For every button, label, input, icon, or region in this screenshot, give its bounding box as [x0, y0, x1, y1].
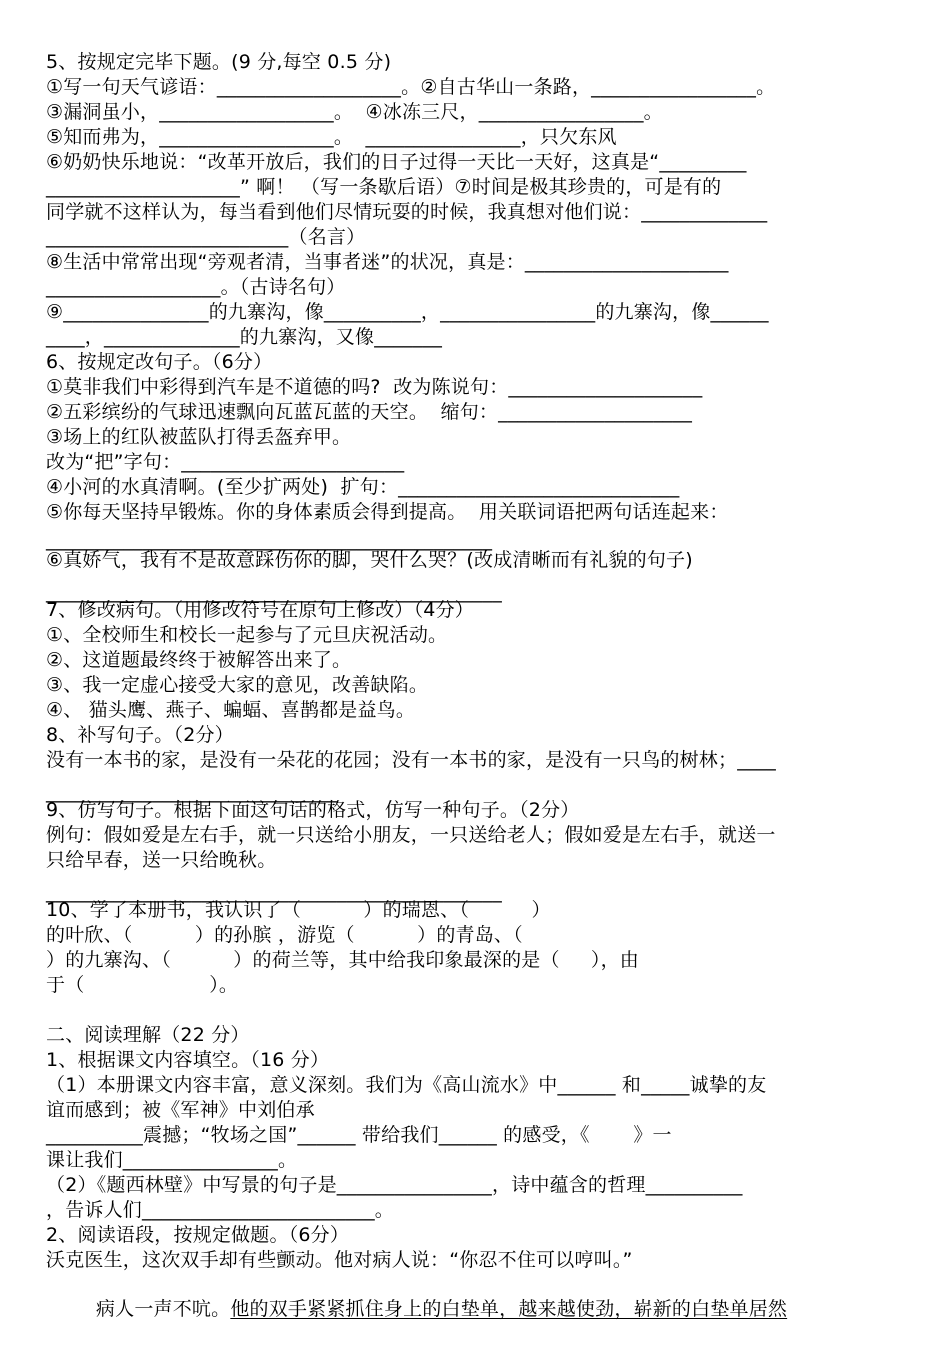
reading-passage-line [46, 1273, 788, 1320]
text-line: ⑧生活中常常出现“旁观者清，当事者迷”的状况，真是：_____________________ [46, 251, 729, 273]
text-line: ③漏洞虽小，__________________。 ④冰冻三尺，_________________。 [46, 101, 663, 123]
text-line: （2）《题西林壁》中写景的句子是________________，诗中蕴含的哲理__________ [46, 1174, 743, 1196]
text-line: ，告诉人们________________________。 [46, 1199, 395, 1221]
text-line: ⑥奶奶快乐地说：“改革开放后，我们的日子过得一天比一天好，这真是“_________ [46, 151, 747, 173]
text-line: ②、这道题最终终于被解答出来了。 [46, 649, 352, 671]
text-line: 例句：假如爱是左右手，就一只送给小朋友，一只送给老人；假如爱是左右手，就送一 [46, 824, 776, 846]
text-line: 2、阅读语段，按规定做题。（6分） [46, 1224, 350, 1246]
text-line: ____，______________的九寨沟，又像_______ [46, 326, 443, 348]
text-line: 7、修改病句。（用修改符号在原句上修改）（4分） [46, 599, 474, 621]
text-line: ④小河的水真清啊。(至少扩两处) 扩句：_____________________________ [46, 476, 680, 498]
text-line: 10、学了本册书，我认识了（ ）的瑞恩、（ ） [46, 899, 551, 921]
text-line: ①写一句天气谚语：___________________。②自古华山一条路，_________________。 [46, 76, 776, 98]
text-line: ⑤知而弗为，__________________。 ________________，只欠东风 [46, 126, 617, 148]
text-line: 课让我们________________。 [46, 1149, 298, 1171]
text-line: _______________________________________________ [46, 881, 502, 903]
text-line: __________震撼；“牧场之国”______ 带给我们______ 的感受，《 》一 [46, 1124, 672, 1146]
text-line: ⑨_______________的九寨沟，像__________，________________的九寨沟，像______ [46, 301, 769, 323]
text-line: 于（ ）。 [46, 974, 239, 996]
text-line: _________________________（名言） [46, 226, 366, 248]
text-line: ④、 猫头鹰、燕子、蝙蝠、喜鹊都是益鸟。 [46, 699, 416, 721]
text-line: 1、根据课文内容填空。（16 分） [46, 1049, 330, 1071]
text-line: 只给早春，送一只给晚秋。 [46, 849, 277, 871]
text-line: 谊而感到；被《军神》中刘伯承 [46, 1099, 315, 1121]
text-line: 6、按规定改句子。（6分） [46, 351, 273, 373]
text-line: ⑥真娇气，我有不是故意踩伤你的脚，哭什么哭？(改成清晰而有礼貌的句子) [46, 549, 693, 571]
text-line: ②五彩缤纷的气球迅速飘向瓦蓝瓦蓝的天空。 缩句：____________________ [46, 401, 693, 423]
text-line: 同学就不这样认为，每当看到他们尽情玩耍的时候，我真想对他们说：_____________ [46, 201, 768, 223]
text-line: ____________________” 啊！ （写一条歇后语）⑦时间是极其珍贵的，可是有的 [46, 176, 722, 198]
text-line: ①莫非我们中彩得到汽车是不道德的吗? 改为陈说句：____________________ [46, 376, 703, 398]
text-line: ______________________________ [46, 781, 337, 803]
text-line: ③、我一定虚心接受大家的意见，改善缺陷。 [46, 674, 429, 696]
text-line: 9、仿写句子。根据下面这句话的格式，仿写一种句子。（2分） [46, 799, 580, 821]
text-line: ）的九寨沟、（ ）的荷兰等，其中给我印象最深的是（ ），由 [46, 949, 639, 971]
text-line: __________________。（古诗名句） [46, 276, 346, 298]
text-line: ③场上的红队被蓝队打得丢盔弃甲。 [46, 426, 352, 448]
text-line: 改为“把”字句：_______________________ [46, 451, 405, 473]
text-line: 的叶欣、（ ）的孙膑 ，游览（ ）的青岛、（ [46, 924, 523, 946]
text-line: ①、全校师生和校长一起参与了元旦庆祝活动。 [46, 624, 448, 646]
passage-lead-text: 病人一声不吭。 [70, 1298, 231, 1320]
text-line: 8、补写句子。（2分） [46, 724, 234, 746]
text-line: （1）本册课文内容丰富，意义深刻。我们为《高山流水》中______ 和_____诚挚的友 [46, 1074, 767, 1096]
text-line: 二、阅读理解（22 分） [46, 1024, 250, 1046]
text-line: 没有一本书的家，是没有一朵花的花园；没有一本书的家，是没有一只鸟的树林；____ [46, 749, 777, 771]
text-line: ⑤你每天坚持早锻炼。你的身体素质会得到提高。 用关联词语把两句话连起来： [46, 501, 729, 523]
text-line: ______________________________________________ [46, 529, 493, 551]
text-line: 5、按规定完毕下题。(9 分,每空 0.5 分) [46, 51, 392, 73]
text-line: _______________________________________________ [46, 581, 502, 603]
underlined-passage-text: 他的双手紧紧抓住身上的白垫单，越来越使劲，崭新的白垫单居然 [230, 1298, 788, 1320]
text-line: 沃克医生，这次双手却有些颤动。他对病人说：“你忍不住可以哼叫。” [46, 1249, 633, 1271]
